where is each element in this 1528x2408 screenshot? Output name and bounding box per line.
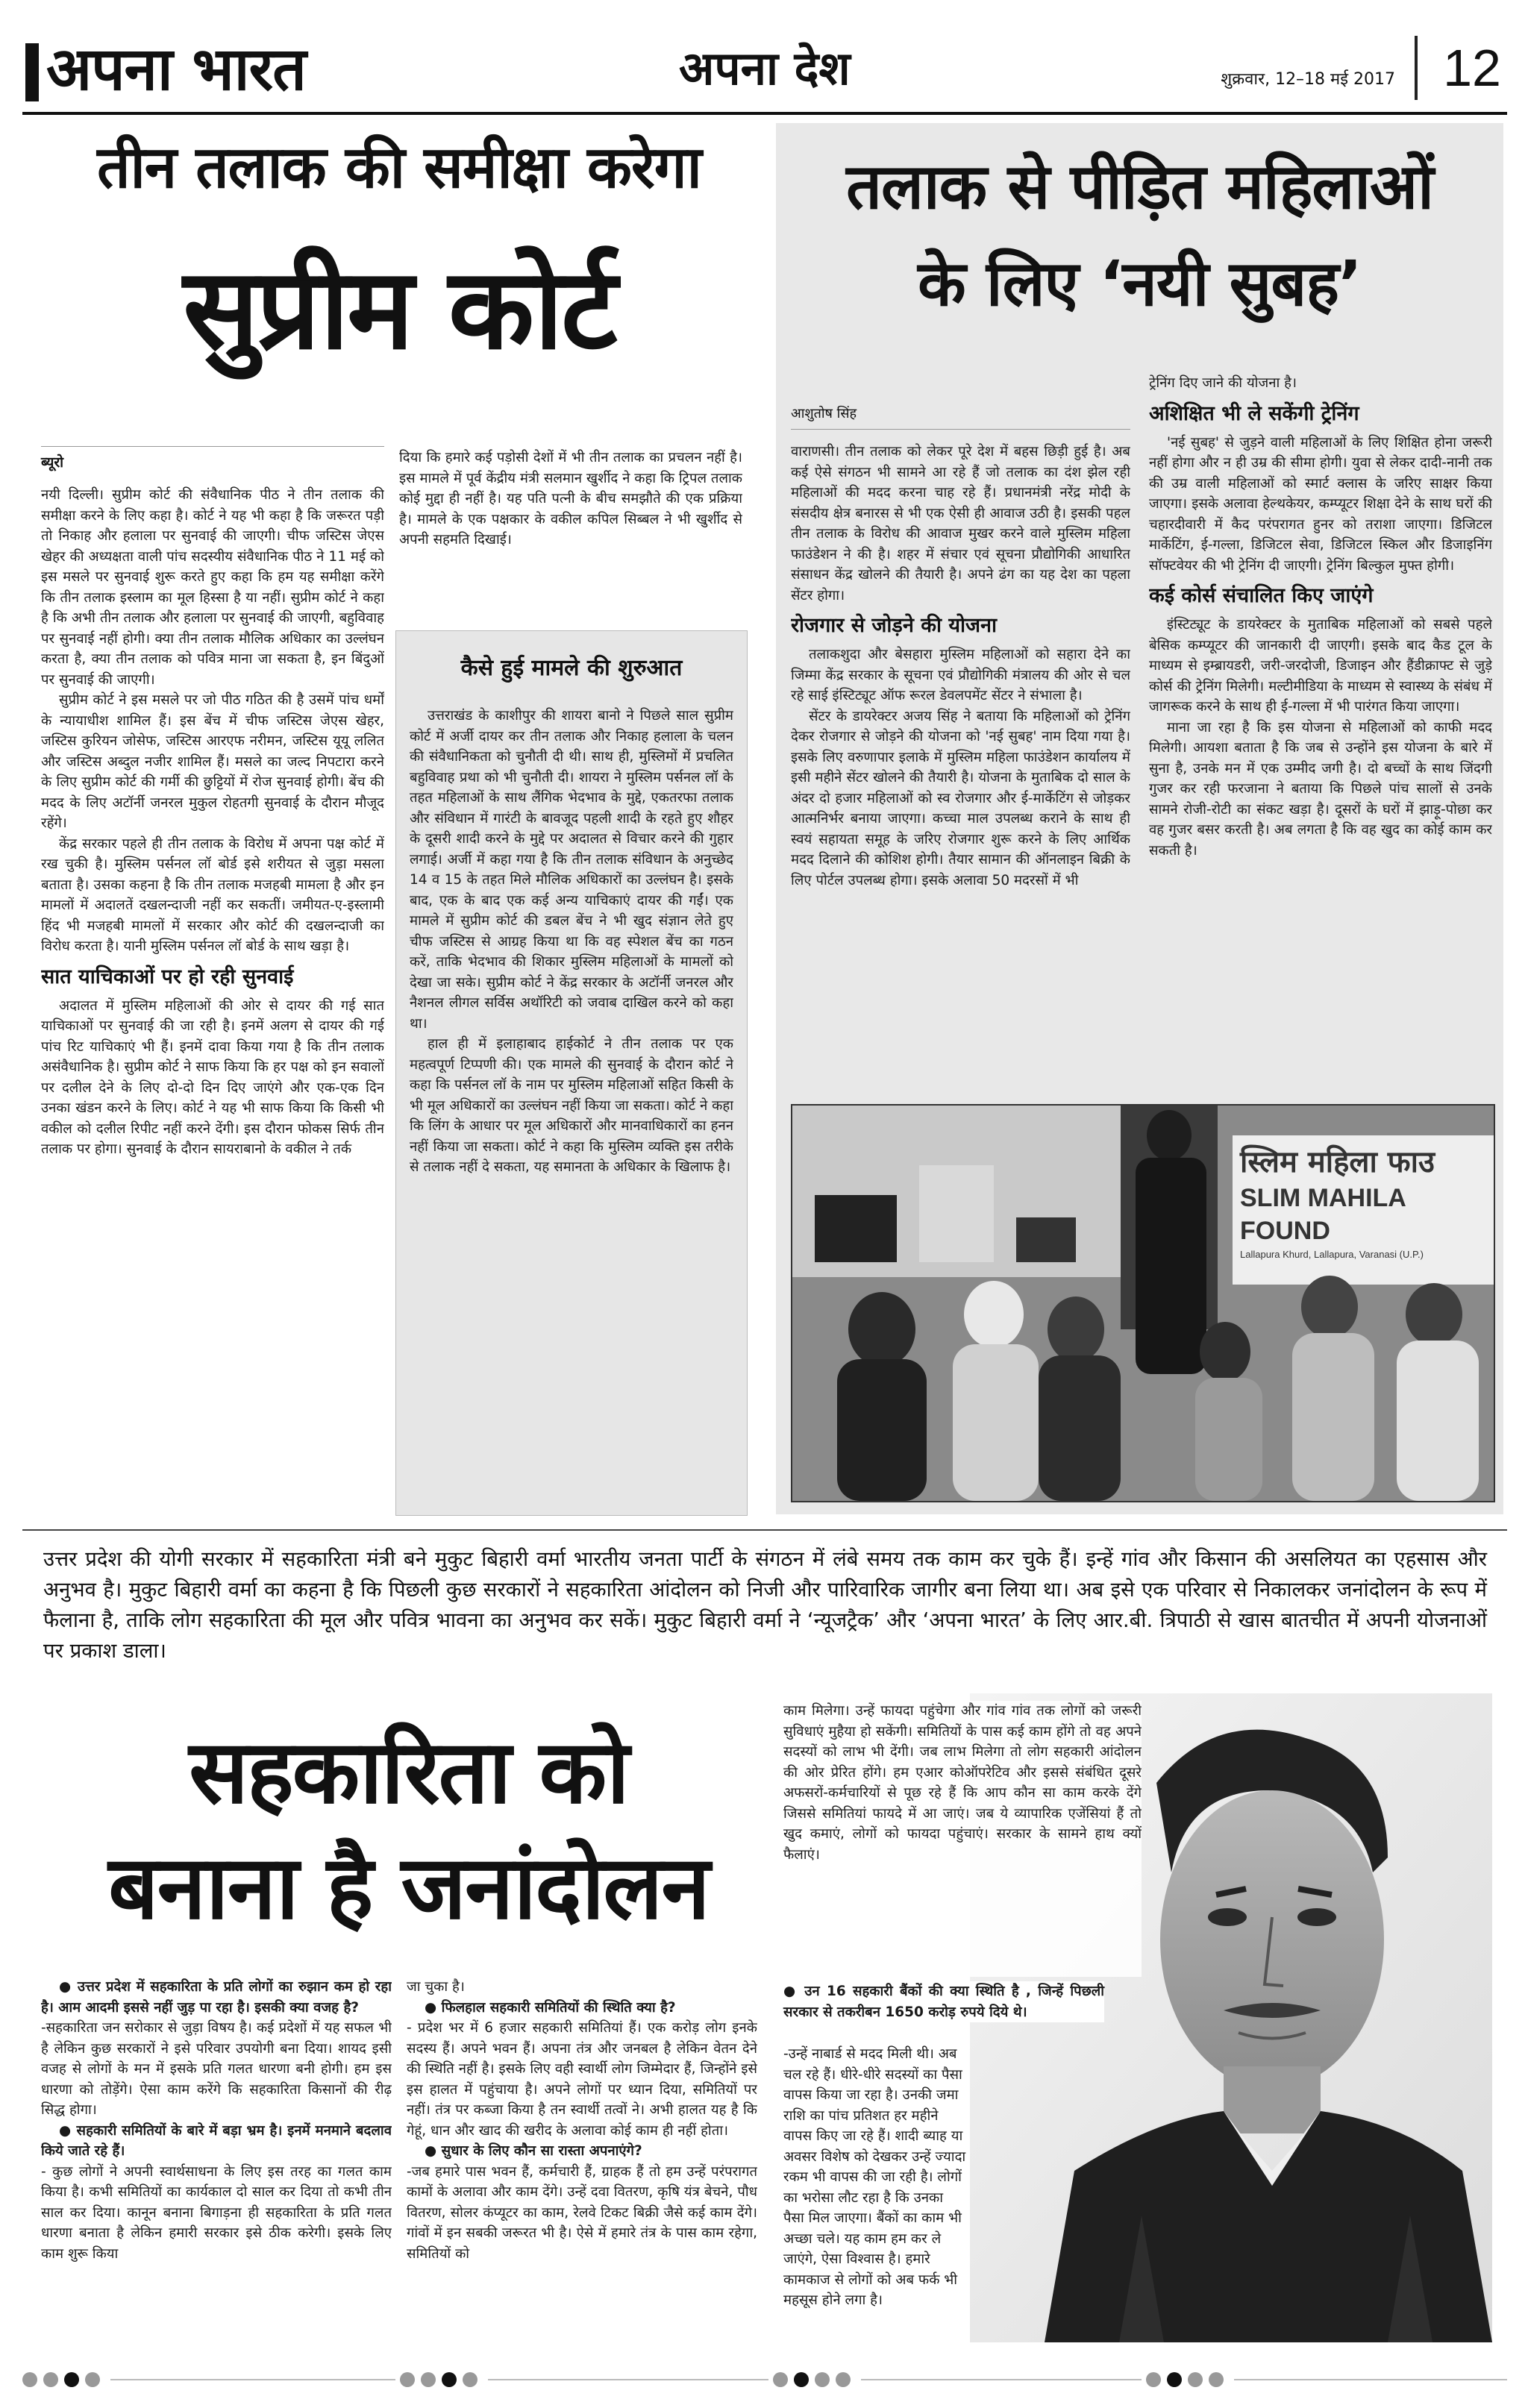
story3-headline-line2: बनाना है जनांदोलन (108, 1836, 709, 1939)
story3-col2 (407, 1977, 757, 2342)
story1-col1-para-2: सुप्रीम कोर्ट ने इस मसले पर जो पीठ गठित की है उसमें पांच धर्मों के न्यायाधीश शामिल हैं। इस बेंच में चीफ जस्टिस जेएस खेहर, जस्टिस कुरियन जोसेफ, जस्टिस आरएफ नरीमन, जस्टिस यूयू ललित और जस्टिस अब्दुल नजीर शामिल हैं। मसले का जल्द निपटारा करने के लिए सुप्रीम कोर्ट की गर्मी की छुट्टियों में रोज सुनवाई होगी। बेंच की मदद के लिए अटॉर्नी जनरल मुकुल रोहतगी सुनवाई के दौरान मौजूद रहेंगे। (41, 692, 384, 831)
dot (1146, 2372, 1161, 2387)
story3-headline-line1: सहकारिता को (189, 1720, 628, 1823)
header-divider (1415, 36, 1418, 100)
story3-col3-top: काम मिलेगा। उन्हें फायदा पहुंचेगा और गांव गांव तक लोगों को जरूरी सुविधाएं मुहैया हो सकेंगी। समितियों के पास कई काम होंगे तो वह अपने सदस्यों को लाभ भी देंगी। जब लाभ मिलेगा तो लोग सहकारी आंदोलन की ओर प्रेरित होंगे। हम एआर कोऑपरेटिव और इससे संबंधित दूसरे अफसरों-कर्मचारियों से पूछ रहे हैं कि आप कौन सा काम करके देंगे जिससे समितियां फायदे में आ जाएं। जब ये व्यापारिक एजेंसियां हैं तो खुद कमाएं, लोगों को फायदा पहुंचाएं। सरकार के सामने हाथ क्यों फैलाएं। (783, 1701, 1142, 1977)
page-number: 12 (1443, 39, 1501, 97)
sidebar-title: कैसे हुई मामले की शुरुआत (460, 655, 683, 681)
story1-byline-rule (41, 446, 384, 447)
dot (794, 2372, 809, 2387)
dot (85, 2372, 100, 2387)
story2-subhead-2: अशिक्षित भी ले सकेंगी ट्रेनिंग (1149, 401, 1359, 425)
story1-byline: ब्यूरो (41, 454, 64, 471)
dot (1167, 2372, 1182, 2387)
interview-answer-4: -जब हमारे पास भवन हैं, कर्मचारी हैं, ग्राहक हैं तो हम उन्हें परंपरागत कामों के अलावा और काम देंगे। उन्हें दवा वितरण, कृषि यंत्र बेचने, पौध वितरण, सोलर कंप्यूटर का काम, रेलवे टिकट बिक्री जैसे कई काम देंगे। गांवों में इन सबकी जरूरत भी है। ऐसे में हमारे तंत्र के पास काम रहेगा, समितियों को (407, 2163, 757, 2262)
brand-name: अपना भारत (46, 34, 306, 104)
dot-group-3 (768, 2371, 861, 2387)
story1-headline-big: सुप्रीम कोर्ट (183, 245, 616, 374)
sidebar-para-2: हाल ही में इलाहाबाद हाईकोर्ट ने तीन तलाक पर एक महत्वपूर्ण टिप्पणी की। एक मामले की सुनवाई के दौरान कोर्ट ने कहा कि पर्सनल लॉ के नाम पर मुस्लिम महिलाओं सहित किसी के भी मूल अधिकारों का उल्लंघन नहीं किया जा सकता। कोर्ट ने कहा कि लिंग के आधार पर मूल अधिकारों और मानवाधिकारों का हनन नहीं किया जा सकता। कोर्ट ने कहा कि मुस्लिम व्यक्ति इस तरीके से तलाक नहीं दे सकता, यह समानता के अधिकार के खिलाफ है। (410, 1036, 733, 1175)
story1-col1b-para-1: अदालत में मुस्लिम महिलाओं की ओर से दायर की गई सात याचिकाओं पर सुनवाई की जा रही है। इनमें अलग से दायर की गई पांच रिट याचिकाएं भी हैं। इनमें दावा किया गया है कि तीन तलाक असंवैधानिक है। सुप्रीम कोर्ट ने साफ किया कि हर पक्ष को इन सवालों पर दलील देने के लिए दो-दो दिन दिए जाएंगे और एक-एक दिन उनका खंडन करने के लिए। कोर्ट ने यह भी साफ किया कि किसी भी वकील को दलील रिपीट नहीं करने देंगी। इस दौरान फोकस सिर्फ तीन तलाक पर होगा। सुनवाई के दौरान सायराबानो के वकील ने तर्क (41, 997, 384, 1157)
interview-answer-1: -सहकारिता जन सरोकार से जुड़ा विषय है। कई प्रदेशों में यह सफल भी है लेकिन कुछ सरकारों ने इसे परिवार उपयोगी बना दिया। शायद इसी वजह से लोगों के मन में इसके प्रति गलत धारणा बनी होगी। हम इस धारणा को तोड़ेंगे। ऐसा काम करेंगे कि सहकारिता किसानों की रीढ़ सिद्ध होगा। (41, 2020, 392, 2118)
story2-col2b-para-1: इंस्टिट्यूट के डायरेक्टर के मुताबिक महिलाओं को सबसे पहले बेसिक कम्प्यूटर की जानकारी दी जाएगी। इसके बाद कैड टूल के माध्यम से इम्ब्रायडरी, जरी-जरदोजी, डिजाइन और हैंडीक्राफ्ट से जुड़े कोर्स की ट्रेनिंग मिलेगी। मल्टीमीडिया के माध्यम से स्वास्थ्य के संबंध में जागरूक करने के साथ ही ई-गल्ला में भी पारंगत किया जाएगा। (1149, 617, 1492, 715)
story1-subhead-1: सात याचिकाओं पर हो रही सुनवाई (41, 965, 294, 988)
dot (815, 2372, 830, 2387)
photo-banner (1240, 1143, 1494, 1262)
story3-col1 (41, 1977, 392, 2342)
footer-dots (22, 2368, 1507, 2391)
photo-banner-hindi: स्लिम महिला फाउ (1240, 1145, 1435, 1179)
interview-question-2: ● सहकारी समितियों के बारे में बड़ा भ्रम है। इनमें मनमाने बदलाव किये जाते रहे हैं। (41, 2122, 392, 2159)
story1-col1 (41, 485, 384, 1507)
dot (773, 2372, 788, 2387)
photo-banner-english: SLIM MAHILA FOUND (1240, 1184, 1406, 1245)
story2-byline-rule (791, 429, 1130, 430)
dot (64, 2372, 79, 2387)
sidebar-body (410, 706, 733, 1508)
dot-group-2 (395, 2371, 488, 2387)
story3-col3-answer: -उन्हें नाबार्ड से मदद मिली थी। अब चल रहे हैं। धीरे-धीरे सदस्यों का पैसा वापस किया जा रहा है। उनकी जमा राशि का पांच प्रतिशत हर महीने वापस किए जा रहे हैं। शादी ब्याह या अवसर विशेष को देखकर उन्हें ज्यादा रकम भी वापस की जा रही है। लोगों का भरोसा लौट रहा है कि उनका पैसा मिल जाएगा। बैंकों का काम भी अच्छा चले। यह काम हम कर ले जाएंगे, ऐसा विश्वास है। हमारे कामकाज से लोगों को अब फर्क भी महसूस होने लगा है। (783, 2046, 966, 2308)
story2-col1b-para-1: तलाकशुदा और बेसहारा मुस्लिम महिलाओं को सहारा देने का जिम्मा केंद्र सरकार के सूचना एवं प्रौद्योगिकी मंत्रालय की ओर से चल रहे साई इंस्टिट्यूट ऑफ रूरल डेवलपमेंट सेंटर ने संभाला है। (791, 647, 1130, 703)
story2-byline: आशुतोष सिंह (791, 406, 857, 421)
issue-date: शुक्रवार, 12–18 मई 2017 (1221, 70, 1395, 89)
brand-mark (25, 43, 39, 101)
interview-question-4: ● सुधार के लिए कौन सा रास्ता अपनाएंगे? (425, 2143, 642, 2159)
interview-question-1: ● उत्तर प्रदेश में सहकारिता के प्रति लोगों का रुझान कम हो रहा है। आम आदमी इससे नहीं जुड़ पा रहा है। इसकी क्या वजह है? (41, 1979, 392, 2016)
dot-group-1 (22, 2371, 110, 2387)
story2-col2 (1149, 373, 1492, 1093)
story2-col2b-para-2: माना जा रहा है कि इस योजना से महिलाओं को काफी मदद मिलेगी। आयशा बताता है कि जब से उन्होंने इस योजना के बारे में सुना है, उनके मन में एक उम्मीद जगी है। दो बच्चों के साथ जिंदगी गुजर कर रही फरजाना ने बताया कि पिछले पांच सालों से उनके सामने रोजी-रोटी का संकट खड़ा है। दूसरों के घरों में झाड़ू-पोछा कर वह गुजर बसर करती है। अब लगता है कि वह खुद का कोई काम कर सकती है। (1149, 719, 1492, 859)
story2-col2-para-1: 'नई सुबह' से जुड़ने वाली महिलाओं के लिए शिक्षित होना जरूरी नहीं होगा और न ही उम्र की सीमा होगी। युवा से लेकर दादी-नानी तक की उम्र वाली महिलाओं को स्मार्ट क्लास के जरिए साक्षर किया जाएगा। इसके अलावा हेल्थकेयर, कम्प्यूटर शिक्षा देने के साथ घरों की चहारदीवारी में कैद परंपरागत हुनर को तराशा जाएगा। डिजिटल मार्केटिंग, ई-गल्ला, डिजिटल सेवा, डिजिटल स्किल और डिजाइनिंग सॉफ्टवेयर की भी ट्रेनिंग दी जाएगी। ट्रेनिंग बिल्कुल मुफ्त होगी। (1149, 434, 1492, 574)
dot (463, 2372, 478, 2387)
sidebar-para-1: उत्तराखंड के काशीपुर की शायरा बानो ने पिछले साल सुप्रीम कोर्ट में अर्जी दायर कर तीन तलाक और निकाह हलाला के चलन की संवैधानिकता को चुनौती दी थी। साथ ही, मुस्लिमों में प्रचलित बहुविवाह प्रथा को भी चुनौती दी। शायरा ने मुस्लिम पर्सनल लॉ के तहत महिलाओं के साथ लैंगिक भेदभाव के मुद्दे, एकतरफा तलाक और संविधान में गारंटी के बावजूद पहली शादी के रहते हुए शौहर के दूसरी शादी करने के मुद्दे पर अदालत से विचार करने की गुहार लगाई। अर्जी में कहा गया है कि तीन तलाक संविधान के अनुच्छेद 14 व 15 के तहत मिले मौलिक अधिकारों का उल्लंघन है। इसके बाद, एक के बाद एक कई अन्य याचिकाएं दायर की गईं। एक मामले में सुप्रीम कोर्ट की डबल बेंच ने भी खुद संज्ञान लेते हुए चीफ जस्टिस से आग्रह किया था कि वह स्पेशल बेंच का गठन करें, ताकि भेदभाव की शिकार मुस्लिम महिलाओं के मामलों को देखा जा सके। सुप्रीम कोर्ट ने केंद्र सरकार के अटॉर्नी जनरल और नैशनल लीगल सर्विस अथॉरिटी को जवाब दाखिल करने को कहा था। (410, 708, 733, 1032)
dot (442, 2372, 457, 2387)
dot (1188, 2372, 1203, 2387)
story2-headline-line1: तलाक से पीड़ित महिलाओं (846, 150, 1433, 223)
interview-answer-3: - प्रदेश भर में 6 हजार सहकारी समितियां हैं। एक करोड़ लोग इनके सदस्य हैं। अपने भवन हैं। अपना तंत्र और जनबल है लेकिन वेतन देने की स्थिति नहीं है। इसके लिए वही स्वार्थी लोग जिम्मेदार हैं, जिन्होंने इसे इस हालत में पहुंचाया है। अपने लोगों पर ध्यान दिया, समितियों पर नहीं। तंत्र पर कब्जा किया है तन स्वार्थी तत्वों ने। अभी हालत यह है कि गेहूं, धान और खाद की खरीद के अलावा कोई काम ही नहीं होता। (407, 2020, 757, 2139)
dot-group-4 (1142, 2371, 1234, 2387)
brand-logo (22, 30, 351, 108)
interview-question-3: ● फिलहाल सहकारी समितियों की स्थिति क्या है? (425, 1999, 676, 2016)
story2-col1b-para-2: सेंटर के डायरेक्टर अजय सिंह ने बताया कि महिलाओं को ट्रेनिंग देकर रोजगार से जोड़ने की योजना को 'नई सुबह' नाम दिया गया है। इसके लिए वरुणापार इलाके में मुस्लिम महिला फाउंडेशन कार्यालय में इसी महीने सेंटर खोलने की तैयारी है। योजना के मुताबिक दो साल के अंदर दो हजार महिलाओं को स्व रोजगार और ई-मार्केटिंग से जोड़कर आत्मनिर्भर बनाया जाएगा। कच्चा माल उपलब्ध कराने के साथ ही स्वयं सहायता समूह के जरिए रोजगार शुरू करने के लिए आर्थिक मदद दिलाने की कोशिश होगी। तैयार सामान की ऑनलाइन बिक्री के लिए पोर्टल उपलब्ध होगा। इसके अलावा 50 मदरसों में भी (791, 708, 1130, 888)
dot (43, 2372, 58, 2387)
story2-col2-lead: ट्रेनिंग दिए जाने की योजना है। (1149, 375, 1297, 391)
dot (400, 2372, 415, 2387)
story3-col3-question: ● उन 16 सहकारी बैंकों की क्या स्थिति है , जिन्हें पिछली सरकार से तकरीबन 1650 करोड़ रुपये दिये थे। (783, 1981, 1104, 2022)
dot (421, 2372, 436, 2387)
story2-headline-line2: के लिए ‘नयी सुबह’ (918, 247, 1362, 320)
masthead (22, 30, 1507, 108)
story2-subhead-3: कई कोर्स संचालित किए जाएंगे (1149, 584, 1374, 607)
story1-col1-para-1: नयी दिल्ली। सुप्रीम कोर्ट की संवैधानिक पीठ ने तीन तलाक की समीक्षा करने के लिए कहा है। कोर्ट ने यह भी कहा है कि जरूरत पड़ी तो निकाह और हलाला पर सुनवाई की जाएगी। चीफ जस्टिस जेएस खेहर की अध्यक्षता वाली पांच सदस्यीय संवैधानिक पीठ ने 11 मई को इस मसले पर सुनवाई शुरू करते हुए कहा कि हम यह समीक्षा करेंगे कि तीन तलाक इस्लाम का मूल हिस्सा है या नहीं। सुप्रीम कोर्ट ने कहा है कि अभी तीन तलाक और हलाला पर सुनवाई की जाएगी, बहुविवाह पर सुनवाई नहीं होगी। क्या तीन तलाक मौलिक अधिकार का उल्लंघन करता है, क्या तीन तलाक को पवित्र माना जा सकता है, इन बिंदुओं पर सुनवाई की जाएगी। (41, 487, 384, 688)
dot (22, 2372, 37, 2387)
story2-col1-para-1: वाराणसी। तीन तलाक को लेकर पूरे देश में बहस छिड़ी हुई है। अब कई ऐसे संगठन भी सामने आ रहे हैं जो तलाक का दंश झेल रही महिलाओं की मदद करना चाह रहे हैं। प्रधानमंत्री नरेंद्र मोदी के संसदीय क्षेत्र बनारस से भी एक ऐसी ही आवाज उठी है। इसकी पहल तीन तलाक के विरोध की आवाज मुखर करने वाले मुस्लिम महिला फाउंडेशन ने की है। शहर में संचार एवं सूचना प्रौद्योगिकी आधारित संसाधन केंद्र खोलने की तैयारी है। अपने ढंग का यह देश का पहला सेंटर होगा। (791, 444, 1130, 603)
dot (1209, 2372, 1224, 2387)
header-rule (22, 112, 1507, 115)
interview-answer-continued: जा चुका है। (407, 1979, 465, 1995)
story2-col1 (791, 442, 1130, 1091)
story1-sidebar-box (395, 630, 748, 1516)
story3-intro: उत्तर प्रदेश की योगी सरकार में सहकारिता मंत्री बने मुकुट बिहारी वर्मा भारतीय जनता पार्टी के संगठन में लंबे समय तक काम कर चुके हैं। इन्हें गांव और किसान की असलियत का एहसास और अनुभव है। मुकुट बिहारी वर्मा का कहना है कि पिछली कुछ सरकारों ने सहकारिता आंदोलन को निजी और पारिवारिक जागीर बना लिया था। अब इसे एक परिवार से निकालकर जनांदोलन के रूप में फैलाना है, ताकि लोग सहकारिता की मूल और पवित्र भावना का अनुभव कर सकें। मुकुट बिहारी वर्मा ने ‘न्यूजट्रैक’ और ‘अपना भारत’ के लिए आर.बी. त्रिपाठी से खास बातचीत में अपनी योजनाओं पर प्रकाश डाला। (43, 1547, 1487, 1663)
story1-col2-para-1: दिया कि हमारे कई पड़ोसी देशों में भी तीन तलाक का प्रचलन नहीं है। इस मामले में पूर्व केंद्रीय मंत्री सलमान खुर्शीद ने कहा कि ट्रिपल तलाक कोई मुद्दा ही नहीं है। यह पति पत्नी के बीच समझौते की एक प्रक्रिया है। मामले के एक पक्षकार के वकील कपिल सिब्बल ने भी खुर्शीद से अपनी सहमति दिखाई। (399, 450, 742, 548)
story1-col1-para-3: केंद्र सरकार पहले ही तीन तलाक के विरोध में अपना पक्ष कोर्ट में रख चुकी है। मुस्लिम पर्सनल लॉ बोर्ड इसे शरीयत से जुड़ा मसला बताता है। उसका कहना है कि तीन तलाक मजहबी मामला है और इन मामलों में अदालतें दखलन्दाजी नहीं कर सकतीं। जमीयत-ए-इस्लामी हिंद भी मजहबी मामलों में सरकार और कोर्ट की दखलन्दाजी का विरोध करता है। यानी मुस्लिम पर्सनल लॉ बोर्ड के साथ खड़ा है। (41, 835, 384, 954)
story2-subhead-1: रोजगार से जोड़ने की योजना (791, 614, 998, 637)
photo-banner-address: Lallapura Khurd, Lallapura, Varanasi (U.P.) (1240, 1249, 1424, 1260)
section-name: अपना देश (679, 41, 851, 95)
section-divider (22, 1529, 1507, 1531)
story1-col2 (399, 448, 742, 619)
footer-rule (22, 2379, 1507, 2380)
interview-answer-2: - कुछ लोगों ने अपनी स्वार्थसाधना के लिए इस तरह का गलत काम किया है। कभी समितियों का कार्यकाल दो साल कर दिया तो कभी तीन साल कर दिया। कानून बनाना बिगाड़ना ही सहकारिता के प्रति गलत धारणा बनाता है लेकिन हमारी सरकार इसे ठीक करेगी। इसके लिए काम शुरू किया (41, 2163, 392, 2262)
story2-photo (791, 1104, 1495, 1502)
dot (836, 2372, 851, 2387)
story1-headline-top: तीन तलाक की समीक्षा करेगा (97, 134, 701, 201)
